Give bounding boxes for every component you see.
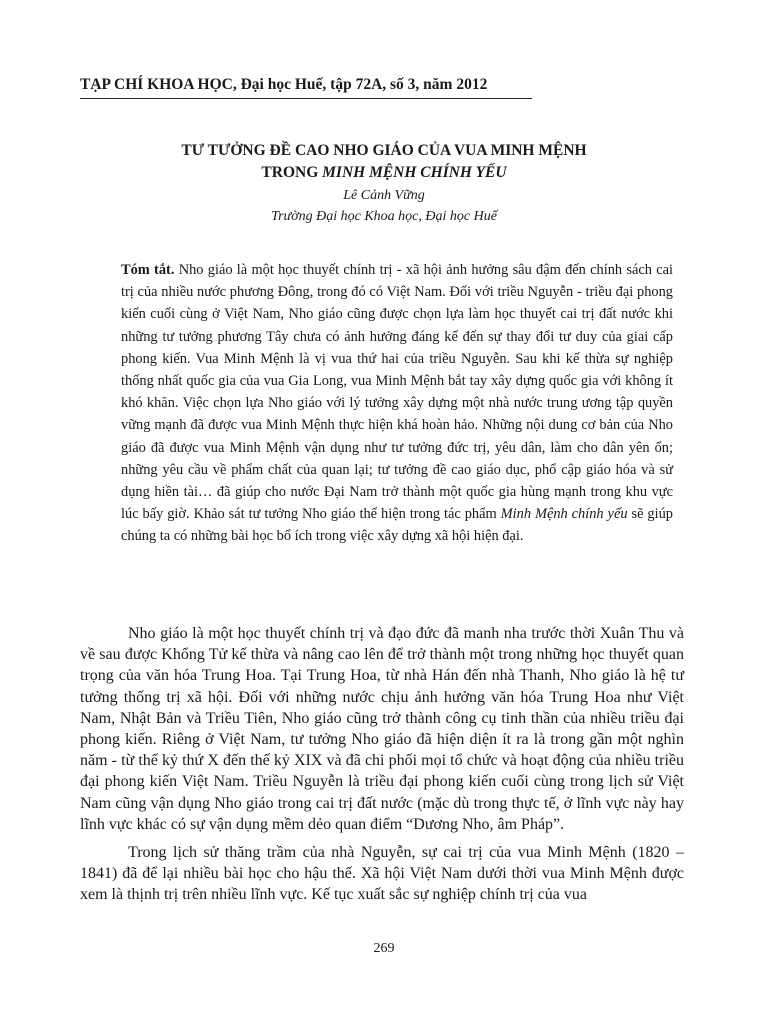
article-title (0, 140, 768, 184)
title-line-1: TƯ TƯỞNG ĐỀ CAO NHO GIÁO CỦA VUA MINH MỆNH (181, 142, 587, 159)
journal-header: TẠP CHÍ KHOA HỌC, Đại học Huế, tập 72A, số 3, năm 2012 (80, 75, 532, 99)
title-line-2-italic: MINH MỆNH CHÍNH YẾU (322, 164, 507, 181)
title-line-2-prefix: TRONG (261, 164, 323, 181)
abstract-italic-title: Minh Mệnh chính yếu (500, 506, 628, 523)
abstract-label: Tóm tắt. (121, 262, 175, 278)
author-affiliation: Trường Đại học Khoa học, Đại học Huế (271, 209, 497, 224)
abstract-text-before: Nho giáo là một học thuyết chính trị - xã hội ảnh hưởng sâu đậm đến chính sách cai trị của nhiều nước phương Đông, trong đó có Việt Nam. Đối với triều Nguyễn - triều đại phong kiến cuối cùng ở Việt Nam, Nho giáo cũng được chọn lựa làm học thuyết cai trị đất nước khi những tư tưởng phương Tây chưa có ảnh hưởng đáng kể đến sự thay đổi tư duy của giai cấp phong kiến. Vua Minh Mệnh là vị vua thứ hai của triều Nguyễn. Sau khi kế thừa sự nghiệp thống nhất quốc gia của vua Gia Long, vua Minh Mệnh bắt tay xây dựng quốc gia với không ít khó khăn. Việc chọn lựa Nho giáo với lý tưởng xây dựng một nhà nước trung ương tập quyền vững mạnh đã được vua Minh Mệnh thực hiện khá hoàn hảo. Những nội dung cơ bản của Nho giáo đã được vua Minh Mệnh vận dụng như tư tưởng đức trị, yêu dân, làm cho dân yên ổn; những yêu cầu về phẩm chất của quan lại; tư tưởng đề cao giáo dục, phổ cập giáo hóa và sử dụng hiền tài… đã giúp cho nước Đại Nam trở thành một quốc gia hùng mạnh trong khu vực lúc bấy giờ. Khảo sát tư tưởng Nho giáo thể hiện trong tác phẩm (121, 262, 673, 523)
abstract-text-after: sẽ giúp chúng ta có những bài học bổ ích trong việc xây dựng xã hội hiện đại. (121, 506, 673, 545)
body-paragraph-2: Trong lịch sử thăng trầm của nhà Nguyễn, sự cai trị của vua Minh Mệnh (1820 – 1841) đã để lại nhiều bài học cho hậu thế. Xã hội Việt Nam dưới thời vua Minh Mệnh được xem là thịnh trị trên nhiều lĩnh vực. Kế tục xuất sắc sự nghiệp chính trị của vua (80, 844, 684, 904)
body-text (80, 623, 684, 913)
page-number: 269 (373, 941, 395, 956)
title-line-2 (0, 162, 768, 184)
body-paragraph-1: Nho giáo là một học thuyết chính trị và đạo đức đã manh nha trước thời Xuân Thu và về sau được Khổng Tử kế thừa và nâng cao lên để trở thành một trong những học thuyết quan trọng của văn hóa Trung Hoa. Tại Trung Hoa, từ nhà Hán đến nhà Thanh, Nho giáo là hệ tư tưởng thống trị xã hội. Đối với những nước chịu ảnh hưởng văn hóa Trung Hoa như Việt Nam, Nhật Bản và Triều Tiên, Nho giáo cũng trở thành công cụ tinh thần của nhiều triều đại phong kiến. Riêng ở Việt Nam, tư tưởng Nho giáo đã hiện diện ít ra là trong gần một nghìn năm - từ thế kỷ thứ X đến thế kỷ XIX và đã chi phối mọi tổ chức và hoạt động của nhiều triều đại phong kiến Việt Nam. Triều Nguyễn là triều đại phong kiến cuối cùng trong lịch sử Việt Nam cũng vận dụng Nho giáo trong cai trị đất nước (mặc dù trong thực tế, ở lĩnh vực này hay lĩnh vực khác có sự vận dụng mềm dẻo quan điểm “Dương Nho, âm Pháp”. (80, 625, 684, 833)
author-name: Lê Cảnh Vững (343, 188, 425, 203)
abstract (121, 259, 673, 548)
